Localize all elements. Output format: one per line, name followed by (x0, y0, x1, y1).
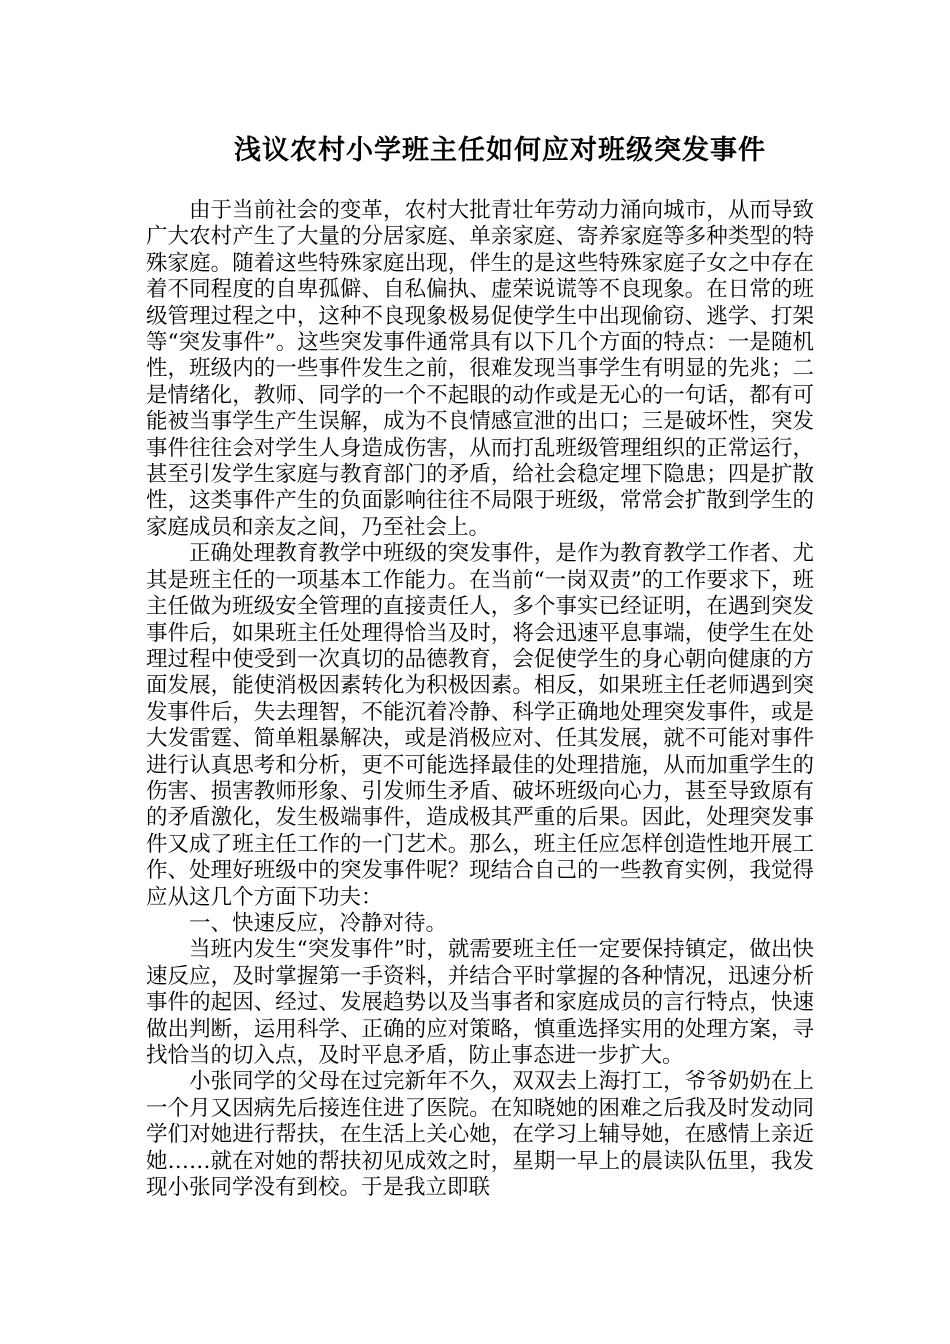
paragraph-importance: 正确处理教育教学中班级的突发事件，是作为教育教学工作者、尤其是班主任的一项基本工作能力。在当前“一岗双责”的工作要求下，班主任做为班级安全管理的直接责任人，多个事实已经证明，在遇到突发事件后，如果班主任处理得恰当及时，将会迅速平息事端，使学生在处理过程中使受到一次真切的品德教育，会促使学生的身心朝向健康的方面发展，能使消极因素转化为积极因素。相反，如果班主任老师遇到突发事件后，失去理智，不能沉着冷静、科学正确地处理突发事件，或是大发雷霆、简单粗暴解决，或是消极应对、任其发展，就不可能对事件进行认真思考和分析，更不可能选择最佳的处理措施，从而加重学生的伤害、损害教师形象、引发师生矛盾、破坏班级向心力，甚至导致原有的矛盾激化，发生极端事件，造成极其严重的后果。因此，处理突发事件又成了班主任工作的一门艺术。那么，班主任应怎样创造性地开展工作、处理好班级中的突发事件呢？现结合自己的一些教育实例，我觉得应从这几个方面下功夫： (146, 541, 814, 910)
document-title: 浅议农村小学班主任如何应对班级突发事件 (234, 135, 766, 166)
section-heading-1: 一、快速反应，冷静对待。 (189, 910, 448, 936)
paragraph-example: 小张同学的父母在过完新年不久，双双去上海打工，爷爷奶奶在上一个月又因病先后接连住进了医院。在知晓她的困难之后我及时发动同学们对她进行帮扶，在生活上关心她，在学习上辅导她，在感情上亲近她……就在对她的帮扶初见成效之时，星期一早上的晨读队伍里，我发现小张同学没有到校。于是我立即联 (146, 1069, 814, 1201)
paragraph-section-1: 当班内发生“突发事件”时，就需要班主任一定要保持镇定，做出快速反应，及时掌握第一手资料，并结合平时掌握的各种情况，迅速分析事件的起因、经过、发展趋势以及当事者和家庭成员的言行特点，快速做出判断，运用科学、正确的应对策略，慎重选择实用的处理方案，寻找恰当的切入点，及时平息矛盾，防止事态进一步扩大。 (146, 937, 814, 1068)
paragraph-intro: 由于当前社会的变革，农村大批青壮年劳动力涌向城市，从而导致广大农村产生了大量的分居家庭、单亲家庭、寄养家庭等多种类型的特殊家庭。随着这些特殊家庭出现，伴生的是这些特殊家庭子女之中存在着不同程度的自卑孤僻、自私偏执、虚荣说谎等不良现象。在日常的班级管理过程之中，这种不良现象极易促使学生中出现偷窃、逃学、打架等“突发事件”。这些突发事件通常具有以下几个方面的特点：一是随机性，班级内的一些事件发生之前，很难发现当事学生有明显的先兆；二是情绪化，教师、同学的一个不起眼的动作或是无心的一句话，都有可能被当事学生产生误解，成为不良情感宣泄的出口；三是破坏性，突发事件往往会对学生人身造成伤害，从而打乱班级管理组织的正常运行，甚至引发学生家庭与教育部门的矛盾，给社会稳定埋下隐患；四是扩散性，这类事件产生的负面影响往往不局限于班级，常常会扩散到学生的家庭成员和亲友之间，乃至社会上。 (146, 198, 814, 540)
document-body (146, 198, 814, 1201)
